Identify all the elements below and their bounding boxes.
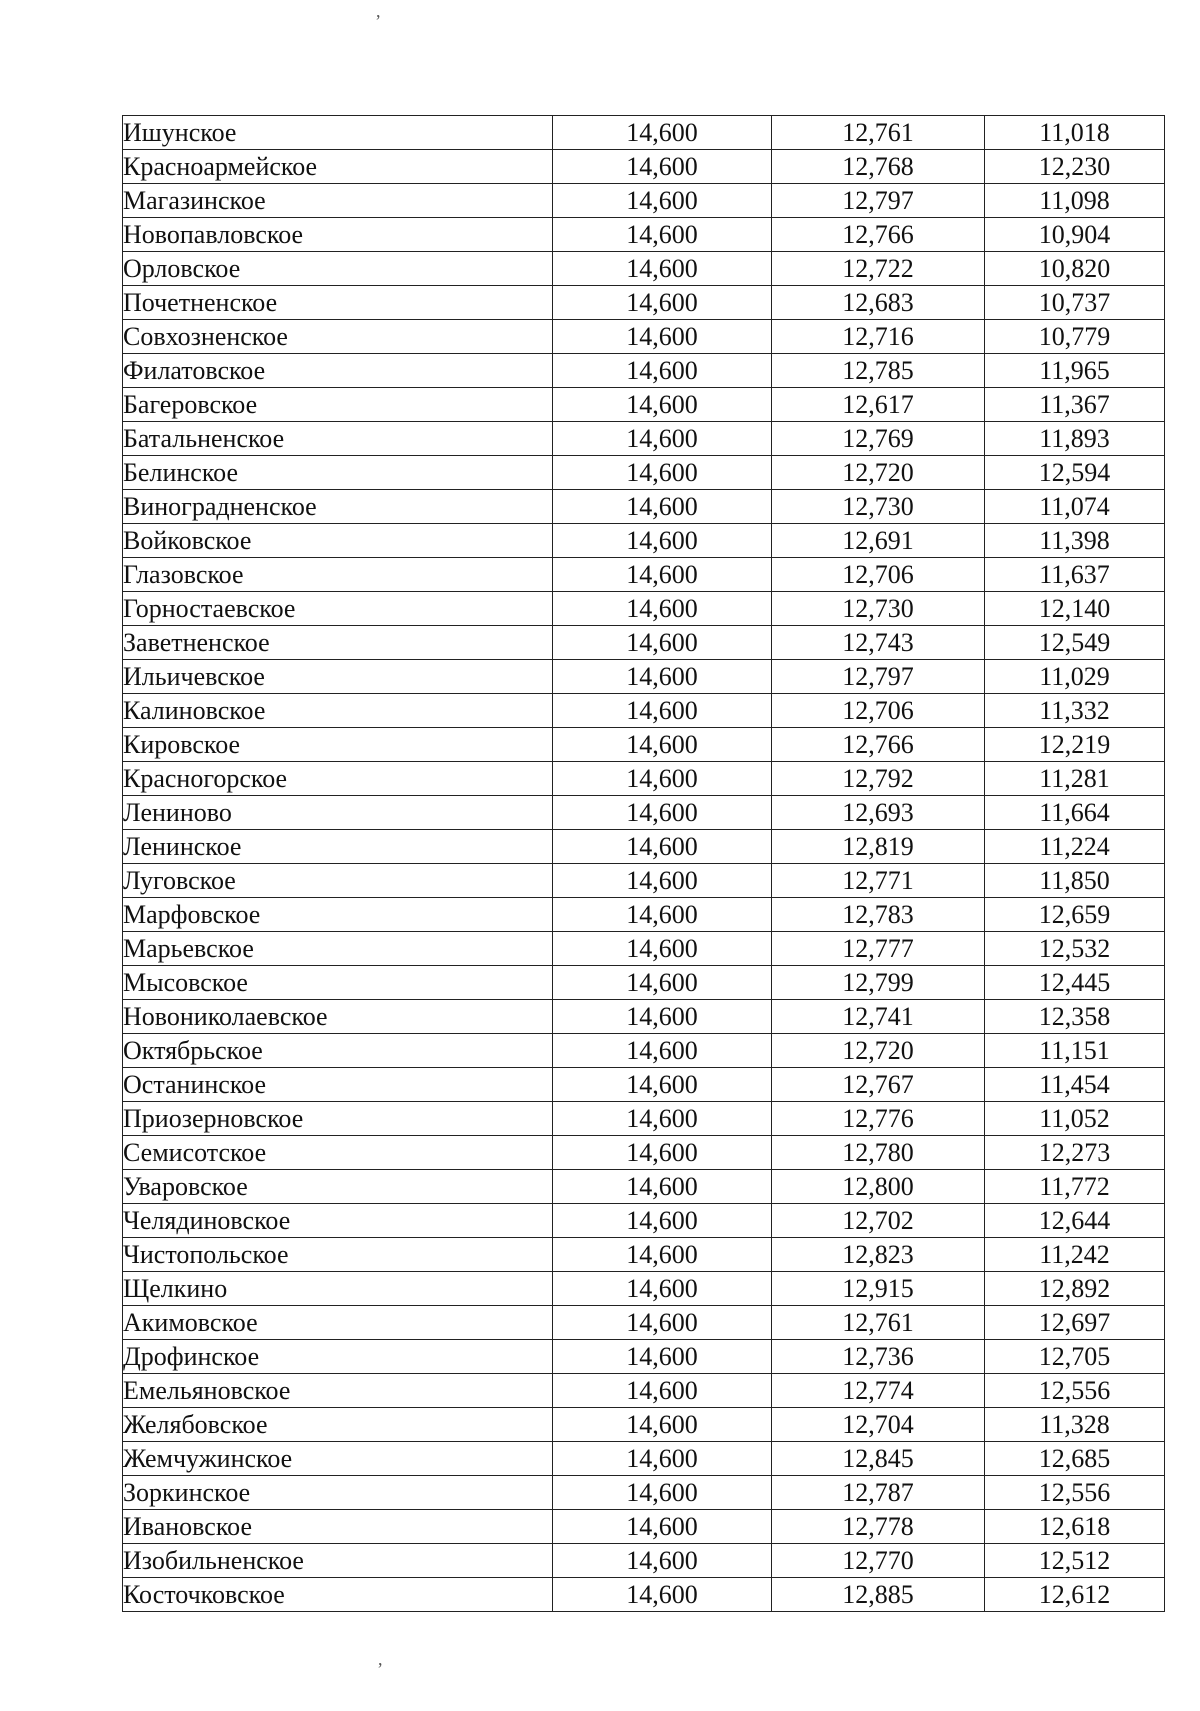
value-cell-2: 12,915 (772, 1272, 985, 1306)
value-cell-3: 11,029 (985, 660, 1165, 694)
value-cell-1: 14,600 (553, 1136, 772, 1170)
value-cell-3: 12,618 (985, 1510, 1165, 1544)
value-cell-2: 12,797 (772, 184, 985, 218)
value-cell-1: 14,600 (553, 1000, 772, 1034)
table-row (123, 762, 1165, 796)
value-cell-2: 12,776 (772, 1102, 985, 1136)
value-cell-2: 12,819 (772, 830, 985, 864)
value-cell-3: 11,242 (985, 1238, 1165, 1272)
value-cell-3: 11,965 (985, 354, 1165, 388)
value-cell-2: 12,706 (772, 558, 985, 592)
value-cell-1: 14,600 (553, 184, 772, 218)
settlement-name-cell: Щелкино (123, 1272, 553, 1306)
value-cell-3: 12,705 (985, 1340, 1165, 1374)
table-row (123, 592, 1165, 626)
value-cell-1: 14,600 (553, 354, 772, 388)
table-row (123, 456, 1165, 490)
table-row (123, 1068, 1165, 1102)
table-row (123, 1102, 1165, 1136)
value-cell-3: 12,644 (985, 1204, 1165, 1238)
value-cell-3: 12,697 (985, 1306, 1165, 1340)
value-cell-3: 11,664 (985, 796, 1165, 830)
table-row (123, 150, 1165, 184)
settlement-name-cell: Батальненское (123, 422, 553, 456)
settlement-name-cell: Мысовское (123, 966, 553, 1000)
settlement-name-cell: Горностаевское (123, 592, 553, 626)
value-cell-1: 14,600 (553, 1408, 772, 1442)
table-row (123, 1204, 1165, 1238)
settlement-name-cell: Акимовское (123, 1306, 553, 1340)
value-cell-3: 12,512 (985, 1544, 1165, 1578)
value-cell-2: 12,845 (772, 1442, 985, 1476)
table-row (123, 1374, 1165, 1408)
value-cell-2: 12,720 (772, 1034, 985, 1068)
settlement-name-cell: Октябрьское (123, 1034, 553, 1068)
value-cell-1: 14,600 (553, 1442, 772, 1476)
settlement-name-cell: Новониколаевское (123, 1000, 553, 1034)
value-cell-3: 12,273 (985, 1136, 1165, 1170)
value-cell-2: 12,768 (772, 150, 985, 184)
value-cell-1: 14,600 (553, 1034, 772, 1068)
value-cell-1: 14,600 (553, 1170, 772, 1204)
value-cell-3: 11,224 (985, 830, 1165, 864)
settlement-name-cell: Почетненское (123, 286, 553, 320)
table-row (123, 1000, 1165, 1034)
table-row (123, 524, 1165, 558)
settlement-name-cell: Кировское (123, 728, 553, 762)
value-cell-1: 14,600 (553, 490, 772, 524)
table-row (123, 320, 1165, 354)
value-cell-1: 14,600 (553, 762, 772, 796)
value-cell-2: 12,706 (772, 694, 985, 728)
value-cell-1: 14,600 (553, 1238, 772, 1272)
value-cell-3: 12,556 (985, 1476, 1165, 1510)
table-row (123, 286, 1165, 320)
table-row (123, 660, 1165, 694)
value-cell-2: 12,730 (772, 592, 985, 626)
value-cell-3: 11,893 (985, 422, 1165, 456)
value-cell-3: 12,685 (985, 1442, 1165, 1476)
value-cell-1: 14,600 (553, 286, 772, 320)
table-row (123, 558, 1165, 592)
value-cell-1: 14,600 (553, 728, 772, 762)
settlement-name-cell: Желябовское (123, 1408, 553, 1442)
settlement-name-cell: Заветненское (123, 626, 553, 660)
value-cell-2: 12,771 (772, 864, 985, 898)
value-cell-2: 12,691 (772, 524, 985, 558)
value-cell-1: 14,600 (553, 864, 772, 898)
value-cell-2: 12,780 (772, 1136, 985, 1170)
settlement-name-cell: Красногорское (123, 762, 553, 796)
value-cell-3: 12,594 (985, 456, 1165, 490)
table-row (123, 116, 1165, 150)
value-cell-1: 14,600 (553, 150, 772, 184)
table-row (123, 1170, 1165, 1204)
value-cell-2: 12,720 (772, 456, 985, 490)
value-cell-2: 12,693 (772, 796, 985, 830)
table-row (123, 1272, 1165, 1306)
value-cell-3: 12,230 (985, 150, 1165, 184)
value-cell-2: 12,736 (772, 1340, 985, 1374)
value-cell-1: 14,600 (553, 388, 772, 422)
table-row (123, 1510, 1165, 1544)
value-cell-2: 12,704 (772, 1408, 985, 1442)
settlement-name-cell: Глазовское (123, 558, 553, 592)
value-cell-2: 12,823 (772, 1238, 985, 1272)
settlement-name-cell: Войковское (123, 524, 553, 558)
value-cell-2: 12,761 (772, 116, 985, 150)
value-cell-2: 12,741 (772, 1000, 985, 1034)
value-cell-1: 14,600 (553, 1510, 772, 1544)
settlement-name-cell: Изобильненское (123, 1544, 553, 1578)
settlement-name-cell: Виноградненское (123, 490, 553, 524)
value-cell-2: 12,702 (772, 1204, 985, 1238)
value-cell-2: 12,797 (772, 660, 985, 694)
value-cell-2: 12,777 (772, 932, 985, 966)
table-body (123, 116, 1165, 1612)
value-cell-2: 12,766 (772, 218, 985, 252)
settlement-name-cell: Чистопольское (123, 1238, 553, 1272)
value-cell-3: 11,332 (985, 694, 1165, 728)
value-cell-1: 14,600 (553, 1374, 772, 1408)
value-cell-1: 14,600 (553, 320, 772, 354)
table-row (123, 1238, 1165, 1272)
settlement-name-cell: Совхозненское (123, 320, 553, 354)
settlement-name-cell: Останинское (123, 1068, 553, 1102)
value-cell-2: 12,774 (772, 1374, 985, 1408)
table-row (123, 966, 1165, 1000)
value-cell-2: 12,761 (772, 1306, 985, 1340)
value-cell-1: 14,600 (553, 524, 772, 558)
settlement-name-cell: Орловское (123, 252, 553, 286)
table-row (123, 388, 1165, 422)
settlement-name-cell: Жемчужинское (123, 1442, 553, 1476)
settlement-name-cell: Ильичевское (123, 660, 553, 694)
value-cell-1: 14,600 (553, 660, 772, 694)
table-row (123, 694, 1165, 728)
value-cell-3: 12,532 (985, 932, 1165, 966)
settlement-name-cell: Ленинское (123, 830, 553, 864)
settlement-name-cell: Красноармейское (123, 150, 553, 184)
value-cell-3: 12,358 (985, 1000, 1165, 1034)
table-row (123, 252, 1165, 286)
table-row (123, 864, 1165, 898)
value-cell-3: 11,850 (985, 864, 1165, 898)
value-cell-1: 14,600 (553, 592, 772, 626)
value-cell-1: 14,600 (553, 932, 772, 966)
value-cell-1: 14,600 (553, 1204, 772, 1238)
table-row (123, 490, 1165, 524)
value-cell-2: 12,770 (772, 1544, 985, 1578)
value-cell-3: 11,098 (985, 184, 1165, 218)
value-cell-3: 12,219 (985, 728, 1165, 762)
table-row (123, 1340, 1165, 1374)
table-row (123, 1476, 1165, 1510)
table-row (123, 728, 1165, 762)
settlement-name-cell: Магазинское (123, 184, 553, 218)
settlement-name-cell: Багеровское (123, 388, 553, 422)
value-cell-1: 14,600 (553, 422, 772, 456)
value-cell-2: 12,787 (772, 1476, 985, 1510)
value-cell-1: 14,600 (553, 1272, 772, 1306)
value-cell-2: 12,730 (772, 490, 985, 524)
value-cell-1: 14,600 (553, 1102, 772, 1136)
settlement-name-cell: Семисотское (123, 1136, 553, 1170)
settlement-name-cell: Уваровское (123, 1170, 553, 1204)
table-row (123, 1578, 1165, 1612)
value-cell-3: 10,820 (985, 252, 1165, 286)
value-cell-1: 14,600 (553, 116, 772, 150)
table-row (123, 1034, 1165, 1068)
value-cell-2: 12,767 (772, 1068, 985, 1102)
value-cell-3: 12,445 (985, 966, 1165, 1000)
settlement-name-cell: Ивановское (123, 1510, 553, 1544)
settlement-name-cell: Челядиновское (123, 1204, 553, 1238)
value-cell-3: 11,772 (985, 1170, 1165, 1204)
value-cell-1: 14,600 (553, 898, 772, 932)
table-row (123, 184, 1165, 218)
value-cell-1: 14,600 (553, 1340, 772, 1374)
value-cell-2: 12,617 (772, 388, 985, 422)
settlement-name-cell: Зоркинское (123, 1476, 553, 1510)
scan-speck-bottom: , (378, 1649, 383, 1669)
settlement-name-cell: Ишунское (123, 116, 553, 150)
value-cell-3: 10,904 (985, 218, 1165, 252)
table-row (123, 796, 1165, 830)
value-cell-3: 11,281 (985, 762, 1165, 796)
value-cell-2: 12,716 (772, 320, 985, 354)
value-cell-3: 11,454 (985, 1068, 1165, 1102)
value-cell-3: 12,556 (985, 1374, 1165, 1408)
table-row (123, 1544, 1165, 1578)
settlement-name-cell: Лениново (123, 796, 553, 830)
value-cell-2: 12,800 (772, 1170, 985, 1204)
table-row (123, 1136, 1165, 1170)
table-row (123, 830, 1165, 864)
value-cell-3: 11,367 (985, 388, 1165, 422)
value-cell-3: 12,659 (985, 898, 1165, 932)
value-cell-1: 14,600 (553, 1476, 772, 1510)
settlement-name-cell: Приозерновское (123, 1102, 553, 1136)
table-row (123, 626, 1165, 660)
value-cell-3: 11,398 (985, 524, 1165, 558)
value-cell-2: 12,778 (772, 1510, 985, 1544)
data-table (122, 115, 1165, 1612)
value-cell-2: 12,683 (772, 286, 985, 320)
value-cell-3: 11,018 (985, 116, 1165, 150)
value-cell-1: 14,600 (553, 796, 772, 830)
settlement-name-cell: Марфовское (123, 898, 553, 932)
table-row (123, 1442, 1165, 1476)
value-cell-3: 11,052 (985, 1102, 1165, 1136)
settlement-name-cell: Луговское (123, 864, 553, 898)
value-cell-3: 12,892 (985, 1272, 1165, 1306)
settlement-name-cell: Емельяновское (123, 1374, 553, 1408)
settlement-name-cell: Филатовское (123, 354, 553, 388)
value-cell-2: 12,783 (772, 898, 985, 932)
value-cell-1: 14,600 (553, 1068, 772, 1102)
value-cell-3: 11,151 (985, 1034, 1165, 1068)
value-cell-1: 14,600 (553, 966, 772, 1000)
settlement-name-cell: Калиновское (123, 694, 553, 728)
value-cell-1: 14,600 (553, 252, 772, 286)
value-cell-1: 14,600 (553, 1306, 772, 1340)
value-cell-3: 11,074 (985, 490, 1165, 524)
value-cell-2: 12,785 (772, 354, 985, 388)
value-cell-1: 14,600 (553, 1544, 772, 1578)
value-cell-3: 12,549 (985, 626, 1165, 660)
value-cell-3: 11,637 (985, 558, 1165, 592)
value-cell-1: 14,600 (553, 218, 772, 252)
value-cell-1: 14,600 (553, 830, 772, 864)
value-cell-2: 12,769 (772, 422, 985, 456)
table-row (123, 898, 1165, 932)
value-cell-2: 12,743 (772, 626, 985, 660)
scan-speck-top: , (376, 1, 381, 21)
value-cell-1: 14,600 (553, 456, 772, 490)
value-cell-1: 14,600 (553, 694, 772, 728)
table-row (123, 1408, 1165, 1442)
value-cell-3: 10,737 (985, 286, 1165, 320)
value-cell-2: 12,766 (772, 728, 985, 762)
value-cell-2: 12,792 (772, 762, 985, 796)
table-row (123, 932, 1165, 966)
table-row (123, 218, 1165, 252)
table-row (123, 422, 1165, 456)
value-cell-3: 12,140 (985, 592, 1165, 626)
settlement-name-cell: Дрофинское (123, 1340, 553, 1374)
value-cell-1: 14,600 (553, 1578, 772, 1612)
value-cell-2: 12,799 (772, 966, 985, 1000)
value-cell-1: 14,600 (553, 626, 772, 660)
value-cell-3: 10,779 (985, 320, 1165, 354)
value-cell-3: 11,328 (985, 1408, 1165, 1442)
settlement-name-cell: Косточковское (123, 1578, 553, 1612)
settlement-name-cell: Новопавловское (123, 218, 553, 252)
settlement-name-cell: Белинское (123, 456, 553, 490)
table-row (123, 354, 1165, 388)
value-cell-1: 14,600 (553, 558, 772, 592)
settlement-name-cell: Марьевское (123, 932, 553, 966)
value-cell-3: 12,612 (985, 1578, 1165, 1612)
table-row (123, 1306, 1165, 1340)
value-cell-2: 12,722 (772, 252, 985, 286)
value-cell-2: 12,885 (772, 1578, 985, 1612)
